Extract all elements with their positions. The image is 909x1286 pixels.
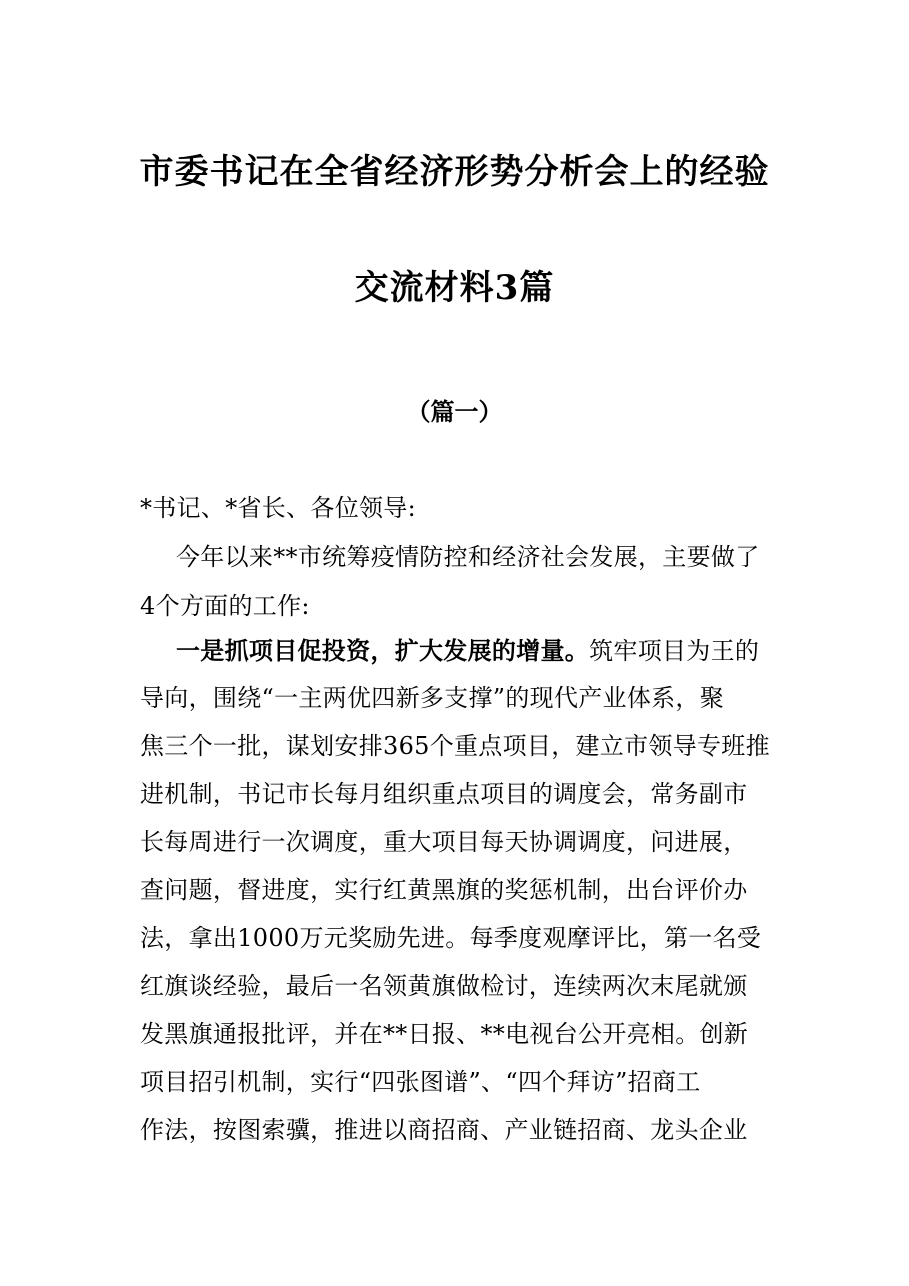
body-line: 焦三个一批，谋划安排365个重点项目，建立市领导专班推 bbox=[140, 732, 770, 760]
body-line: 查问题，督进度，实行红黄黑旗的奖惩机制，出台评价办 bbox=[140, 876, 748, 904]
document-title-line-2: 交流材料3篇 bbox=[354, 268, 555, 308]
body-line: 进机制，书记市长每月组织重点项目的调度会，常务副市 bbox=[140, 780, 748, 808]
section-label: （篇一） bbox=[406, 397, 503, 426]
body-line: 项目招引机制，实行“四张图谱”、“四个拜访”招商工 bbox=[140, 1068, 701, 1096]
body-line: 导向，围绕“一主两优四新多支撑”的现代产业体系，聚 bbox=[140, 684, 725, 712]
greeting-line: *书记、*省长、各位领导: bbox=[140, 494, 416, 522]
point-one-heading: 一是抓项目促投资，扩大发展的增量。 bbox=[176, 636, 590, 665]
point-one-first-line bbox=[176, 636, 759, 666]
body-line: 作法，按图索骥，推进以商招商、产业链招商、龙头企业 bbox=[140, 1116, 748, 1144]
document-title-line-1: 市委书记在全省经济形势分析会上的经验 bbox=[139, 152, 770, 192]
body-line: 法，拿出1000万元奖励先进。每季度观摩评比，第一名受 bbox=[140, 924, 762, 952]
body-line: 发黑旗通报批评，并在**日报、**电视台公开亮相。创新 bbox=[140, 1020, 749, 1048]
body-line: 长每周进行一次调度，重大项目每天协调调度，问进展， bbox=[140, 828, 748, 856]
intro-line-2: 4个方面的工作: bbox=[140, 592, 310, 620]
body-line: 红旗谈经验，最后一名领黄旗做检讨，连续两次末尾就颁 bbox=[140, 972, 748, 1000]
point-one-first-tail: 筑牢项目为王的 bbox=[589, 637, 760, 665]
intro-line-1: 今年以来**市统筹疫情防控和经济社会发展，主要做了 bbox=[176, 543, 760, 571]
